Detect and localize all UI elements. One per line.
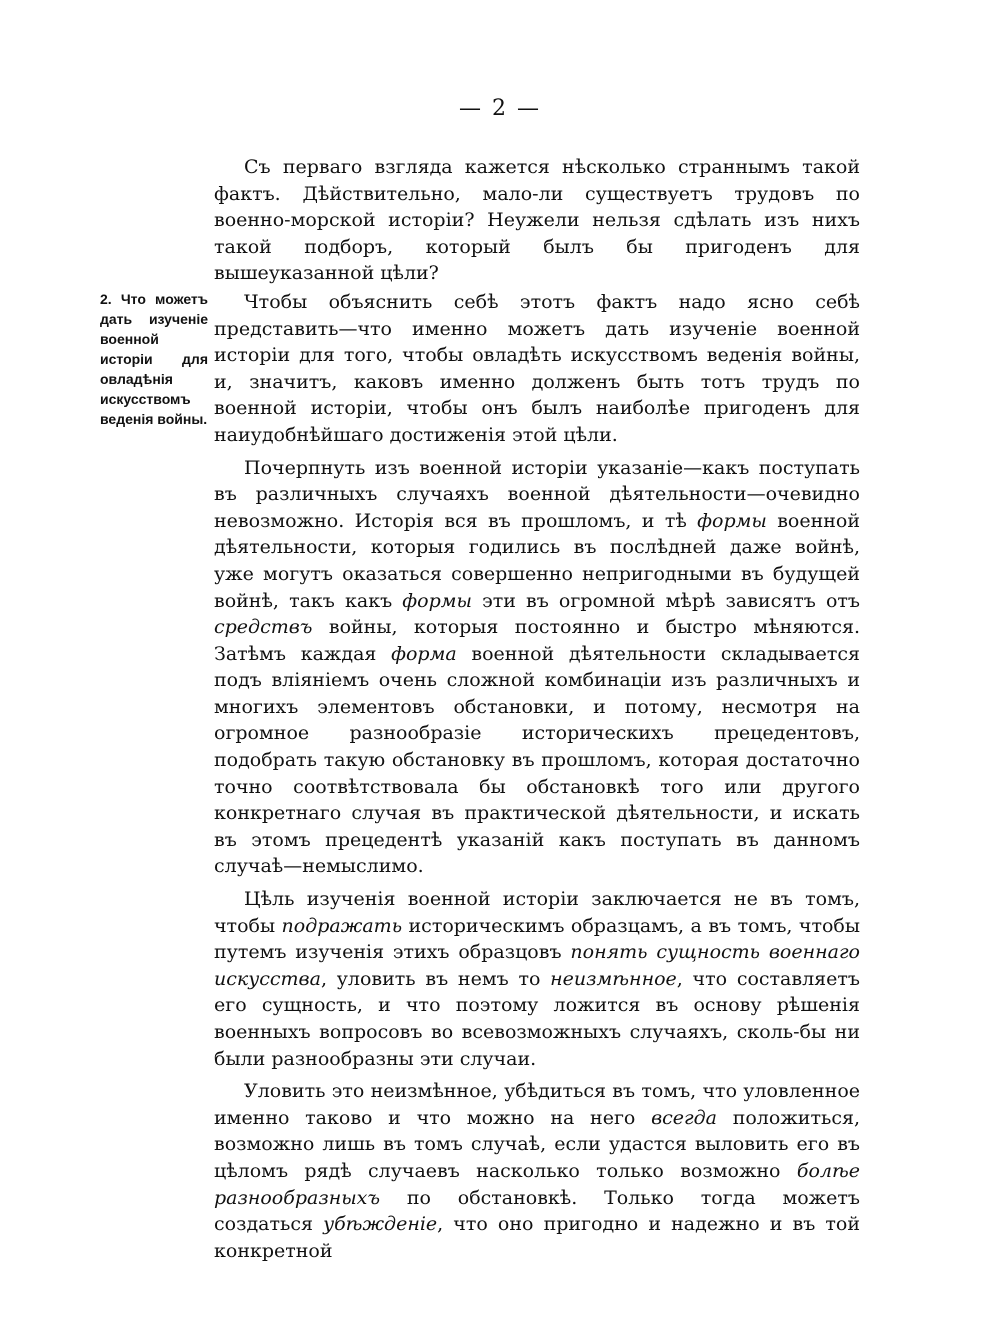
text-segment: Чтобы объяснить себѣ этотъ фактъ надо ясно себѣ представить—что именно можетъ дать изученіе военной исторіи для того, чтобы овладѣть искусствомъ веденія войны, и, значитъ, каковъ именно долженъ быть тотъ трудъ по военной исторіи, чтобы онъ былъ наиболѣе пригоденъ для наиудобнѣйшаго достиженія этой цѣли. <box>214 290 860 446</box>
text-segment: Уловить это неизмѣнное, убѣдиться въ томъ, что уловленное именно таково и что можно на него <box>214 1080 860 1129</box>
text-segment: военной дѣятельности складывается подъ вліяніемъ очень сложной комбинаціи изъ различныхъ и многихъ элементовъ обстановки, и потому, несмотря на огромное разнообразіе историческихъ прецедентовъ, подобрать такую обстановку въ прошломъ, которая достаточно точно соотвѣтствовала бы обстановкѣ того или другого конкретнаго случая въ практической дѣятельности, и искать въ этомъ прецедентѣ указаній какъ поступать въ данномъ случаѣ—немыслимо. <box>214 642 860 878</box>
italic-text: подражать <box>281 914 403 937</box>
text-segment: по обстановкѣ. Только тогда можетъ создаться <box>214 1186 860 1236</box>
italic-text: убѣжденіе <box>323 1213 438 1236</box>
text-segment: Цѣль изученія военной исторіи заключается не въ томъ, чтобы <box>214 888 860 937</box>
paragraph <box>214 1078 860 1264</box>
italic-text: всегда <box>651 1106 717 1129</box>
paragraph <box>214 886 860 1072</box>
paragraph <box>214 154 860 287</box>
text-segment: эти въ огромной мѣрѣ зависятъ отъ <box>471 589 860 612</box>
text-segment: положиться, возможно лишь въ томъ случаѣ, если удастся выловить его въ цѣломъ рядѣ случаевъ насколько только возможно <box>214 1106 860 1182</box>
italic-text: формы <box>697 509 767 532</box>
text-segment: , что оно пригодно и надежно и въ той конкретной <box>214 1213 860 1262</box>
italic-text: понять сущность военнаго искусства <box>214 941 860 990</box>
italic-text: неизмѣнное <box>550 967 677 990</box>
italic-text: форма <box>391 642 457 665</box>
text-segment: историческимъ образцамъ, а въ томъ, чтобы путемъ изученія этихъ образцовъ <box>214 914 860 964</box>
text-segment: , уловить въ немъ то <box>320 967 551 990</box>
paragraph <box>214 455 860 881</box>
page-number: — 2 — <box>459 96 541 121</box>
text-segment: войны, которыя постоянно и быстро мѣняются. Затѣмъ каждая <box>214 616 860 665</box>
text-segment: военной дѣятельности, которыя годились въ послѣдней даже войнѣ, уже могутъ оказаться совершенно непригодными въ будущей войнѣ, такъ какъ <box>214 509 860 612</box>
italic-text: болѣе разнообразныхъ <box>214 1159 860 1209</box>
text-segment: Съ перваго взгляда кажется нѣсколько страннымъ такой фактъ. Дѣйствительно, мало-ли существуетъ трудовъ по военно-морской исторіи? Неужели нельзя сдѣлать изъ нихъ такой подборъ, который былъ бы пригоденъ для вышеуказанной цѣли? <box>214 156 860 285</box>
margin-note: 2. Что можетъ дать изученіе военной исторіи для овладѣнія искусствомъ веденія войны. <box>100 291 208 427</box>
text-segment: , что составляетъ его сущность, и что поэтому ложится въ основу рѣшенія военныхъ вопросовъ во всевозможныхъ случаяхъ, сколь-бы ни были разнообразны эти случаи. <box>214 967 860 1070</box>
text-segment: Почерпнуть изъ военной исторіи указаніе—какъ поступать въ различныхъ случаяхъ военной дѣятельности—очевидно невозможно. Исторія вся въ прошломъ, и тѣ <box>214 456 860 532</box>
italic-text: средствъ <box>214 616 313 639</box>
italic-text: формы <box>402 589 472 612</box>
paragraph <box>214 289 860 449</box>
main-text <box>214 154 860 1270</box>
